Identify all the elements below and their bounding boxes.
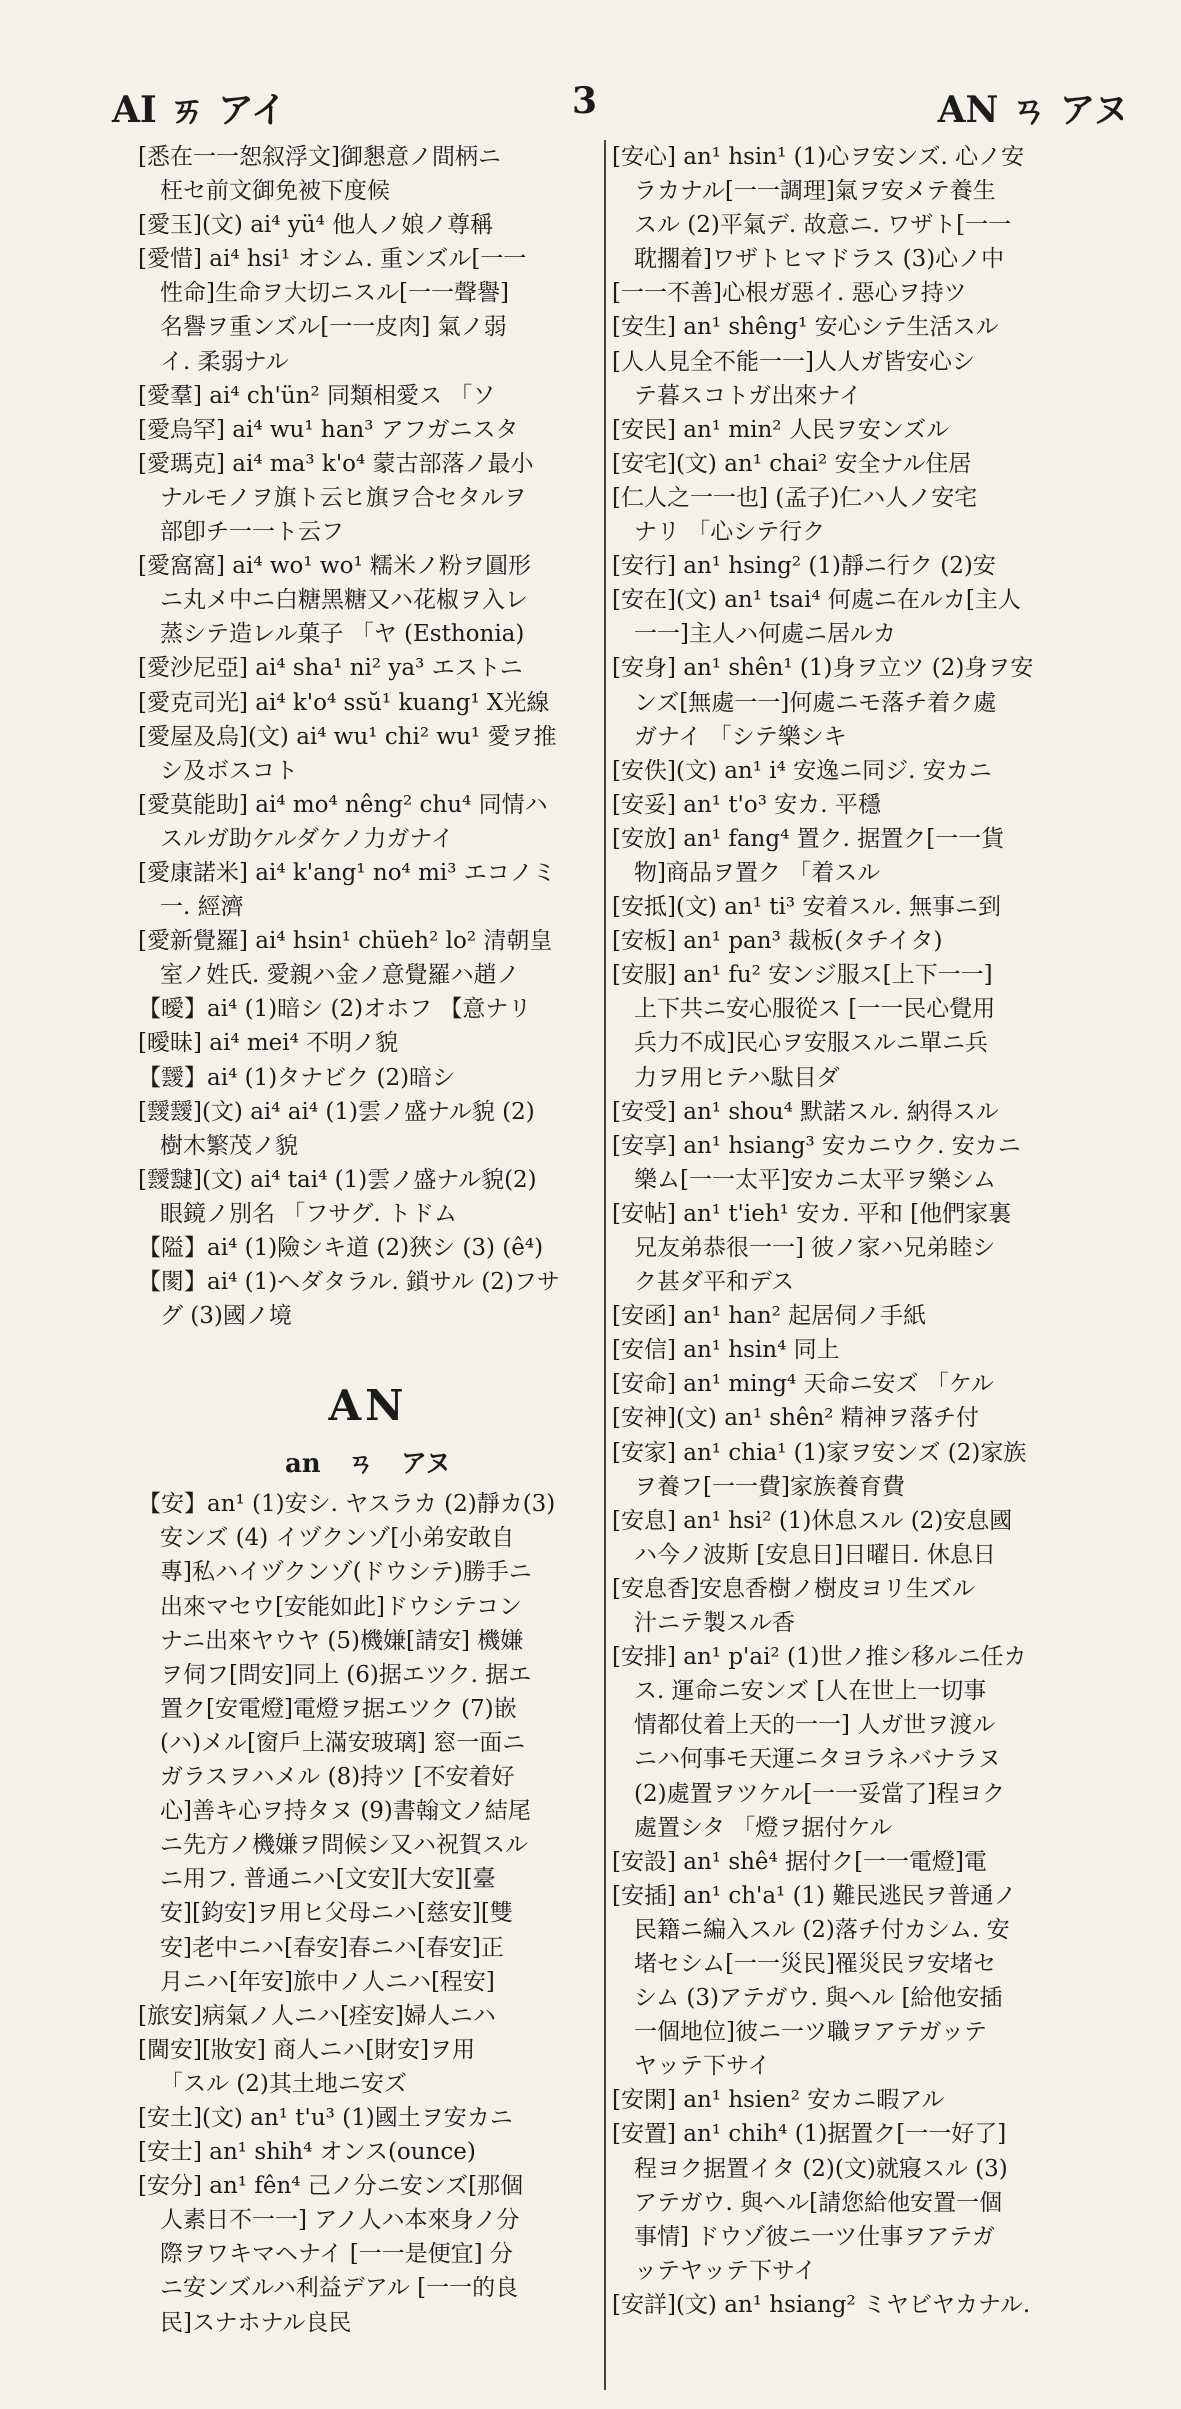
entry-line: [愛莫能助] ai⁴ mo⁴ nêng² chu⁴ 同情ハ [138,791,548,818]
entry-line: [安家] an¹ chia¹ (1)家ヲ安ンズ (2)家族 [612,1439,1027,1466]
entry-line: [愛新覺羅] ai⁴ hsin¹ chüeh² lo² 清朝皇 [138,928,553,955]
entry-line: [安神](文) an¹ shên² 精神ヲ落チ付 [612,1405,979,1432]
entry-line: [靉靉](文) ai⁴ ai⁴ (1)雲ノ盛ナル貌 (2) [138,1098,535,1125]
entry-line: ラカナル[一一調理]氣ヲ安メテ養生 [634,178,996,205]
entry-line: ナニ出來ヤウヤ (5)機嫌[請安] 機嫌 [160,1627,524,1654]
entry-line: [愛屋及烏](文) ai⁴ wu¹ chi² wu¹ 愛ヲ推 [138,723,557,750]
entry-line: スル (2)平氣デ. 故意ニ. ワザト[一一 [634,212,1012,239]
entry-line: ナルモノヲ旗ト云ヒ旗ヲ合セタルヲ [160,484,527,511]
entry-line: 程ヨク据置イタ (2)(文)就寢スル (3) [634,2155,1008,2182]
entry-line: [愛玉](文) ai⁴ yü⁴ 他人ノ娘ノ尊稱 [138,212,494,239]
entry-line: 處置シタ 「燈ヲ据付ケル [634,1814,893,1841]
entry-line: テ暮スコトガ出來ナイ [634,382,862,409]
section-heading: AN [328,1381,408,1431]
entry-line: 名譽ヲ重ンズル[一一皮肉] 氣ノ弱 [160,314,507,341]
entry-line: [愛瑪克] ai⁴ ma³ k'o⁴ 蒙古部落ノ最小 [138,450,534,477]
entry-line: グ (3)國ノ境 [160,1303,292,1330]
entry-line: [安詳](文) an¹ hsiang² ミヤビヤカナル. [612,2291,1031,2318]
entry-line: 物]商品ヲ置ク 「着スル [634,859,881,886]
entry-line: シム (3)アテガウ. 與ヘル [給他安插 [634,1985,1003,2012]
entry-line: [安佚](文) an¹ i⁴ 安逸ニ同ジ. 安カニ [612,757,992,784]
entry-line: [安服] an¹ fu² 安ンジ服ス[上下一一] [612,962,993,989]
entry-line: [安民] an¹ min² 人民ヲ安ンズル [612,416,950,443]
entry-line: ナリ 「心シテ行ク [634,519,826,546]
entry-line: 安ンズ (4) イヅクンゾ[小弟安敢自 [160,1525,515,1552]
entry-line: ヲ養フ[一一費]家族養育費 [634,1473,905,1500]
entry-line: 一一]主人ハ何處ニ居ルカ [634,621,896,648]
entry-line: [安函] an¹ han² 起居伺ノ手紙 [612,1303,927,1330]
entry-line: 性命]生命ヲ大切ニスル[一一聲譽] [160,280,509,307]
entry-line: 【曖】ai⁴ (1)暗シ (2)オホフ 【意ナリ [138,996,532,1023]
entry-line: 室ノ姓氏. 愛親ハ金ノ意覺羅ハ趙ノ [160,962,520,989]
entry-line: (ハ)メル[窗戶上滿安玻璃] 窓一面ニ [160,1729,526,1756]
header-right: AN ㄢ アヌ [937,89,1129,131]
entry-line: 耽擱着]ワザトヒマドラス (3)心ノ中 [634,246,1005,273]
right-column [612,140,1132,2322]
entry-line: [安息香]安息香樹ノ樹皮ヨリ生ズル [612,1575,975,1602]
section-subheading [138,1441,598,1487]
entry-line: ニハ何事モ天運ニタヨラネバナラヌ [634,1746,1001,1773]
entry-line: ク甚ダ平和デス [634,1269,795,1296]
entry-line: ヤッテ下サイ [634,2053,771,2080]
entry-line: [旅安]病氣ノ人ニハ[痊安]婦人ニハ [138,2002,496,2029]
entry-line: 【隘】ai⁴ (1)險シキ道 (2)狹シ (3) (ê⁴) [138,1235,544,1261]
entry-line: [閫安][妝安] 商人ニハ[財安]ヲ用 [138,2036,476,2063]
entry-line: 情都仗着上天的一一] 人ガ世ヲ渡ル [634,1712,996,1739]
entry-line: 枉セ前文御免被下度候 [160,178,390,205]
entry-line: 安][鈞安]ヲ用ヒ父母ニハ[慈安][雙 [160,1900,513,1927]
entry-line: ニ用フ. 普通ニハ[文安][大安][臺 [160,1866,496,1893]
entry-line: 心]善キ心ヲ持タヌ (9)書翰文ノ結尾 [160,1798,531,1825]
entry-line: ス. 運命ニ安ンズ [人在世上一切事 [634,1678,987,1705]
entry-line: [安宅](文) an¹ chai² 安全ナル住居 [612,450,972,477]
entry-line: [安命] an¹ ming⁴ 天命ニ安ズ 「ケル [612,1371,994,1398]
entry-line: 「スル (2)其土地ニ安ズ [160,2070,407,2097]
entry-line: ハ今ノ波斯 [安息日]日曜日. 休息日 [634,1541,996,1568]
entry-line: [愛窩窩] ai⁴ wo¹ wo¹ 糯米ノ粉ヲ圓形 [138,553,531,580]
entry-line: 堵セシム[一一災民]罹災民ヲ安堵セ [634,1950,997,1977]
entry-line: [安行] an¹ hsing² (1)靜ニ行ク (2)安 [612,553,996,580]
entry-line: 出來マセウ[安能如此]ドウシテコン [160,1593,523,1620]
entry-line: [安士] an¹ shih⁴ オンス(ounce) [138,2139,476,2166]
entry-line: [仁人之一一也] (孟子)仁ハ人ノ安宅 [612,484,978,511]
entry-line: 民]スナホナル良民 [160,2309,352,2336]
entry-line: [靉靆](文) ai⁴ tai⁴ (1)雲ノ盛ナル貌(2) [138,1166,537,1193]
entry-line: ッテヤッテ下サイ [634,2257,817,2284]
entry-line: ニ丸メ中ニ白糖黑糖又ハ花椒ヲ入レ [160,587,528,614]
section-katakana: アヌ [400,1449,452,1480]
entry-line: [安放] an¹ fang⁴ 置ク. 据置ク[一一貨 [612,825,1005,852]
entry-line: [安信] an¹ hsin⁴ 同上 [612,1337,840,1364]
entry-line: [安插] an¹ ch'a¹ (1) 難民逃民ヲ普通ノ [612,1882,1017,1909]
left-entries-an [138,1487,598,2339]
entry-line: [安息] an¹ hsi² (1)休息スル (2)安息國 [612,1507,1013,1534]
entry-line: [安生] an¹ shêng¹ 安心シテ生活スル [612,314,999,341]
entry-line: 月ニハ[年安]旅中ノ人ニハ[程安] [160,1968,495,1995]
entry-line: 民籍ニ編入スル (2)落チ付カシム. 安 [634,1916,1010,1943]
entry-line: (2)處置ヲツケル[一一妥當了]程ヨク [634,1780,1006,1807]
entry-line: [安心] an¹ hsin¹ (1)心ヲ安ンズ. 心ノ安 [612,144,1025,170]
entry-line: 部卽チ一一ト云フ [160,519,344,546]
entry-line: イ. 柔弱ナル [160,348,289,375]
entry-line: 兵力不成]民心ヲ安服スルニ單ニ兵 [634,1030,988,1057]
entry-line: 一個地位]彼ニ一ツ職ヲアテガッテ [634,2019,988,2046]
entry-line: ンズ[無處一一]何處ニモ落チ着ク處 [634,689,997,716]
entry-line: 【靉】ai⁴ (1)タナビク (2)暗シ [138,1064,456,1091]
entry-line: 安]老中ニハ[春安]春ニハ[春安]正 [160,1934,504,1961]
entry-line: [愛沙尼亞] ai⁴ sha¹ ni² ya³ エストニ [138,655,523,682]
entry-line: 置ク[安電燈]電燈ヲ据エツク (7)嵌 [160,1695,517,1722]
left-column [138,140,598,2340]
entry-line: 上下共ニ安心服從ス [一一民心覺用 [634,996,996,1023]
entry-line: 眼鏡ノ別名 「フサグ. トドム [160,1200,458,1227]
entry-line: ニ安ンズルハ利益デアル [一一的良 [160,2275,519,2302]
entry-line: ガラスヲハメル (8)持ツ [不安着好 [160,1764,515,1791]
entry-line: [曖昧] ai⁴ mei⁴ 不明ノ貌 [138,1030,399,1057]
entry-line: 樂ム[一一太平]安カニ太平ヲ樂シム [634,1166,997,1193]
column-divider [604,140,606,2390]
entry-line: [安受] an¹ shou⁴ 默諾スル. 納得スル [612,1098,999,1125]
entry-line: シ及ボスコト [160,757,298,784]
entry-line: [安設] an¹ shê⁴ 据付ク[一一電燈]電 [612,1848,988,1875]
section-romanization: an [284,1449,321,1480]
entry-line: [安閑] an¹ hsien² 安カニ暇アル [612,2087,945,2114]
right-entries [612,140,1132,2322]
entry-line: 事情] ドウゾ彼ニ一ツ仕事ヲアテガ [634,2223,995,2250]
entry-line: 汁ニテ製スル香 [634,1610,795,1637]
entry-line: ヲ伺フ[問安]同上 (6)据エツク. 据エ [160,1661,532,1688]
entry-line: [安享] an¹ hsiang³ 安カニウク. 安カニ [612,1132,1021,1159]
entry-line: [安分] an¹ fên⁴ 己ノ分ニ安ンズ[那個 [138,2173,524,2200]
entry-line: [安土](文) an¹ t'u³ (1)國土ヲ安カニ [138,2104,513,2131]
entry-line: ニ先方ノ機嫌ヲ問候シ又ハ祝賀スル [160,1832,528,1859]
entry-line: [安板] an¹ pan³ 裁板(タチイタ) [612,928,943,955]
section-zhuyin: ㄢ [347,1449,374,1480]
entry-line: [安排] an¹ p'ai² (1)世ノ推シ移ルニ任カ [612,1644,1027,1671]
entry-line: スルガ助ケルダケノ力ガナイ [160,825,454,852]
entry-line: [愛羣] ai⁴ ch'ün² 同類相愛ス 「ソ [138,382,496,409]
entry-line: [安抵](文) an¹ ti³ 安着スル. 無事ニ到 [612,894,1002,921]
left-entries-ai [138,140,598,1333]
entry-line: [安在](文) an¹ tsai⁴ 何處ニ在ルカ[主人 [612,587,1021,614]
entry-line: ガナイ 「シテ樂シキ [634,723,847,750]
entry-line: 【安】an¹ (1)安シ. ヤスラカ (2)靜カ(3) [138,1491,556,1518]
entry-line: 蒸シテ造レル菓子 「ヤ (Esthonia) [160,621,525,648]
entry-line: [安身] an¹ shên¹ (1)身ヲ立ツ (2)身ヲ安 [612,655,1034,682]
entry-line: アテガウ. 與ヘル[請您給他安置一個 [634,2189,1003,2216]
entry-line: 人素日不一一] アノ人ハ本來身ノ分 [160,2207,520,2234]
entry-line: [悉在一一恕叙浮文]御懇意ノ間柄ニ [138,144,501,170]
running-header [0,72,1181,132]
entry-line: 樹木繁茂ノ貌 [160,1132,298,1159]
entry-line: [安妥] an¹ t'o³ 安カ. 平穩 [612,791,881,818]
entry-line: 力ヲ用ヒテハ駄目ダ [634,1064,840,1091]
header-left: AI ㄞ アイ [112,89,287,131]
entry-line: 兄友弟恭很一一] 彼ノ家ハ兄弟睦シ [634,1235,996,1261]
entry-line: [愛烏罕] ai⁴ wu¹ han³ アフガニスタ [138,416,519,443]
entry-line: [愛克司光] ai⁴ k'o⁴ ssŭ¹ kuang¹ X光線 [138,689,550,716]
entry-line: 一. 經濟 [160,894,244,921]
entry-line: [愛惜] ai⁴ hsi¹ オシム. 重ンズル[一一 [138,246,527,273]
entry-line: 【閡】ai⁴ (1)ヘダタラル. 鎖サル (2)フサ [138,1269,560,1296]
entry-line: [安置] an¹ chih⁴ (1)据置ク[一一好了] [612,2121,1007,2148]
entry-line: [愛康諾米] ai⁴ k'ang¹ no⁴ mi³ エコノミ [138,859,556,886]
entry-line: 際ヲワキマヘナイ [一一是便宜] 分 [160,2241,513,2268]
entry-line: [安帖] an¹ t'ieh¹ 安カ. 平和 [他們家裏 [612,1200,1012,1227]
page-number: 3 [572,80,598,122]
entry-line: [人人見全不能一一]人人ガ皆安心シ [612,348,975,375]
entry-line: 專]私ハイヅクンゾ(ドウシテ)勝手ニ [160,1559,532,1586]
entry-line: [一一不善]心根ガ惡イ. 惡心ヲ持ツ [612,280,967,307]
